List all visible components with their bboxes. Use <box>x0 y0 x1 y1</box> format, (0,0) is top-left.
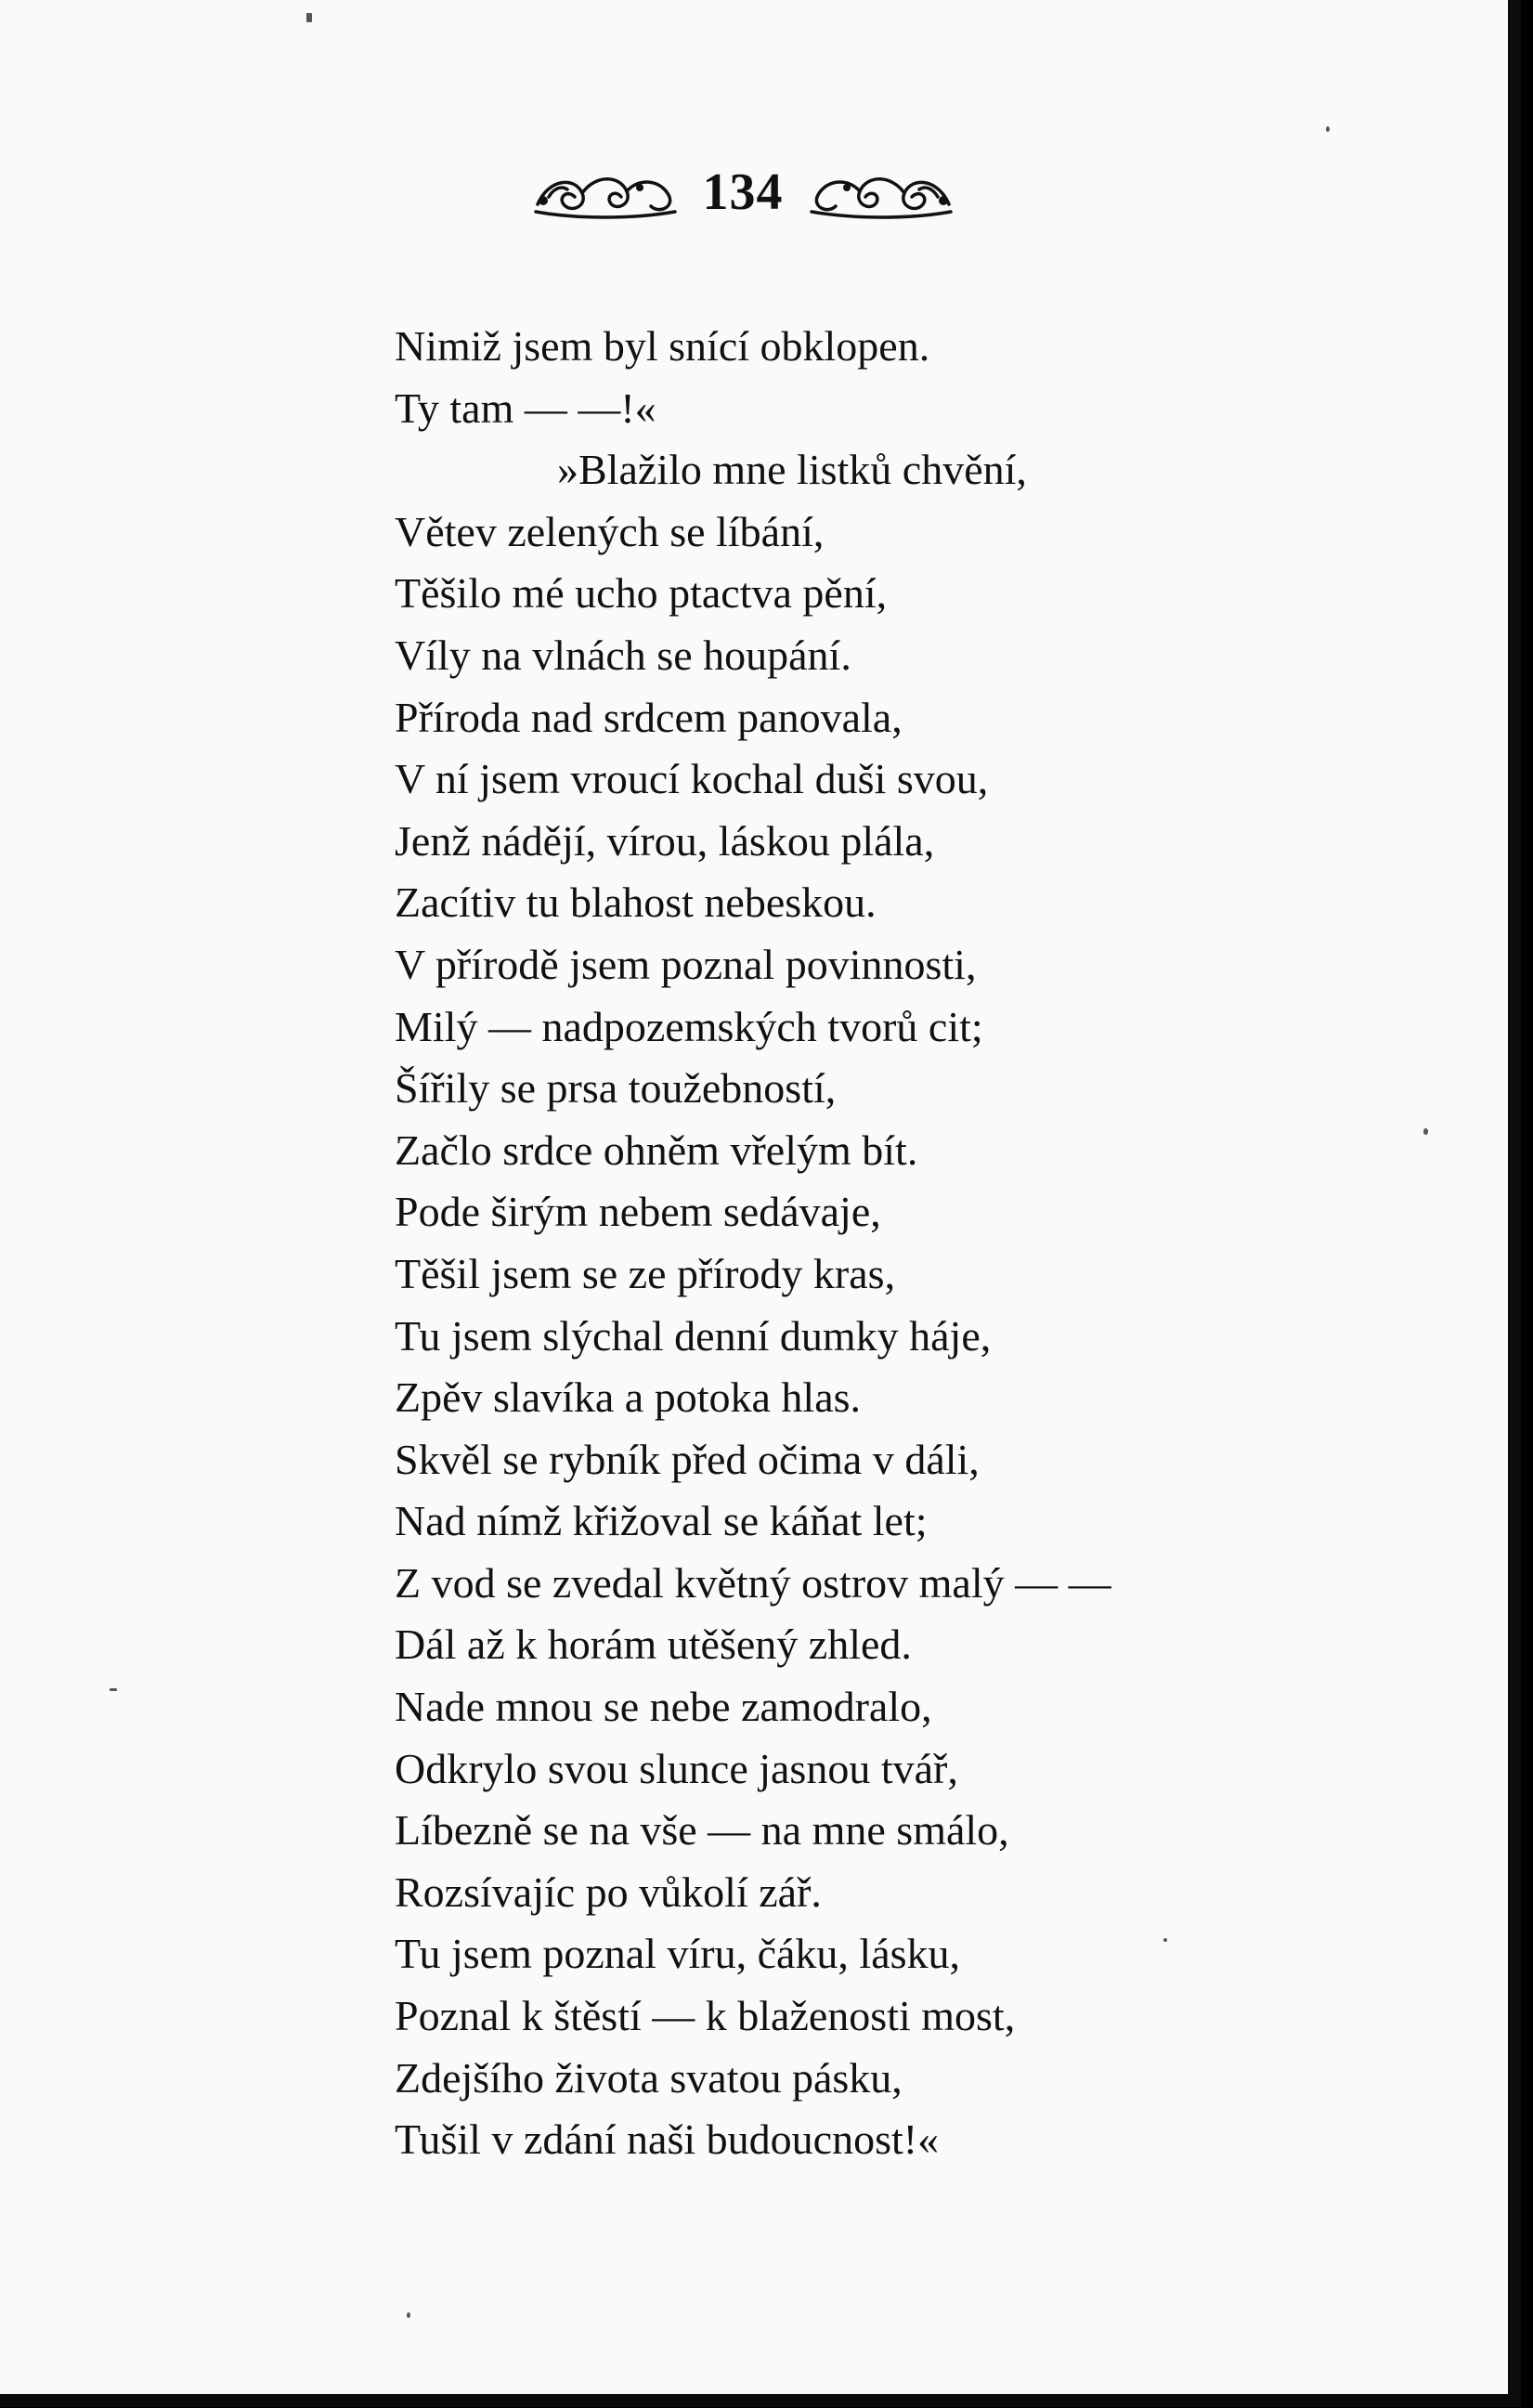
poem-line: Ty tam — —!« <box>395 384 656 432</box>
floral-ornament-icon <box>530 160 679 225</box>
poem-line: Skvěl se rybník před očima v dáli, <box>395 1435 980 1483</box>
poem-line: Zacítiv tu blahost nebeskou. <box>395 879 877 927</box>
poem-line: Větev zelených se líbání, <box>395 507 825 555</box>
poem-line: Tu jsem poznal víru, čáku, lásku, <box>395 1930 961 1978</box>
poem-line: V ní jsem vroucí kochal duši svou, <box>395 755 989 803</box>
poem-line: Zpěv slavíka a potoka hlas. <box>395 1373 862 1422</box>
poem-text <box>395 316 1453 2171</box>
scan-speck <box>407 2312 410 2318</box>
poem-line: Nimiž jsem byl snící obklopen. <box>395 322 930 370</box>
poem-line: Z vod se zvedal květný ostrov malý — — <box>395 1558 1111 1607</box>
poem-line: Těšil jsem se ze přírody kras, <box>395 1249 896 1297</box>
poem-line: Nad nímž křižoval se káňat let; <box>395 1497 928 1545</box>
poem-line: Jenž nádějí, vírou, láskou plála, <box>395 816 935 865</box>
scan-speck <box>1423 1128 1428 1135</box>
scan-speck <box>1326 126 1330 132</box>
poem-line: Začlo srdce ohněm vřelým bít. <box>395 1126 918 1174</box>
poem-line: »Blažilo mne listků chvění, <box>557 446 1027 494</box>
poem-line: Tu jsem slýchal denní dumky háje, <box>395 1311 992 1360</box>
scan-speck <box>1163 1938 1167 1942</box>
poem-line: Nade mnou se nebe zamodralo, <box>395 1683 932 1731</box>
poem-line: Odkrylo svou slunce jasnou tvář, <box>395 1744 958 1792</box>
scan-speck <box>306 13 312 22</box>
floral-ornament-icon <box>808 160 956 225</box>
poem-line: Milý — nadpozemských tvorů cit; <box>395 1002 983 1050</box>
poem-line: Tušil v zdání naši budoucnost!« <box>395 2115 940 2164</box>
poem-line: Rozsívajíc po vůkolí zář. <box>395 1868 822 1916</box>
page-header <box>520 150 966 234</box>
poem-line: Poznal k štěstí — k blaženosti most, <box>395 1992 1016 2040</box>
poem-line: Příroda nad srdcem panovala, <box>395 693 903 741</box>
poem-line: Šířily se prsa toužebností, <box>395 1064 837 1113</box>
poem-line: Zdejšího života svatou pásku, <box>395 2053 903 2102</box>
poem-line: Pode širým nebem sedávaje, <box>395 1188 881 1236</box>
poem-line: Líbezně se na vše — na mne smálo, <box>395 1806 1009 1855</box>
poem-line: V přírodě jsem poznal povinnosti, <box>395 940 977 988</box>
poem-line: Těšilo mé ucho ptactva pění, <box>395 569 888 618</box>
scan-speck <box>110 1688 117 1691</box>
poem-line: Víly na vlnách se houpání. <box>395 631 851 679</box>
poem-line: Dál až k horám utěšený zhled. <box>395 1621 912 1669</box>
page-number: 134 <box>702 163 784 221</box>
